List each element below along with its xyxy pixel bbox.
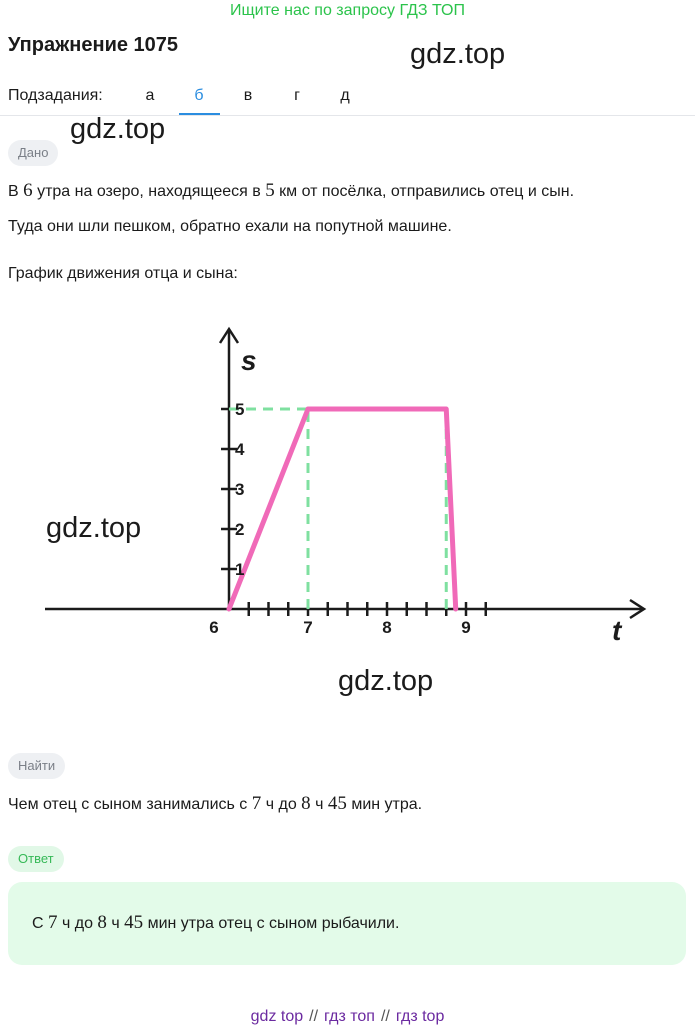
tab-g[interactable]: г (294, 87, 300, 104)
y-tick-label: 5 (235, 400, 245, 419)
data-point (306, 407, 310, 411)
footer-link[interactable]: gdz top (250, 1008, 304, 1025)
footer-link[interactable]: гдз top (395, 1008, 445, 1025)
given-line-1: В 6 утра на озеро, находящееся в 5 км от посёлка, отправились отец и сын. (8, 180, 575, 201)
answer-badge: Ответ (8, 846, 64, 872)
data-point (227, 607, 231, 611)
data-line (229, 409, 456, 609)
footer-separator: // (309, 1008, 319, 1025)
x-tick-label: 7 (303, 618, 313, 637)
given-line-3: График движения отца и сына: (8, 265, 238, 282)
find-badge: Найти (8, 753, 65, 779)
motion-graph (0, 300, 695, 720)
find-line: Чем отец с сыном занимались с 7 ч до 8 ч 45 мин утра. (8, 793, 423, 814)
answer-box (8, 882, 686, 965)
subtasks-label: Подзадания: (8, 87, 103, 104)
data-point (454, 607, 458, 611)
y-axis-label: s (241, 345, 257, 376)
y-tick-label: 2 (235, 520, 245, 539)
tab-a[interactable]: а (145, 87, 155, 104)
y-tick-label: 3 (235, 480, 245, 499)
watermark: gdz.top (338, 665, 434, 697)
footer-link[interactable]: гдз топ (324, 1008, 375, 1025)
answer-text: С 7 ч до 8 ч 45 мин утра отец с сыном рыбачили. (32, 912, 400, 933)
search-banner: Ищите нас по запросу ГДЗ ТОП (230, 2, 465, 19)
watermark: gdz.top (410, 38, 506, 70)
watermark: gdz.top (46, 512, 142, 544)
page-title: Упражнение 1075 (8, 34, 179, 56)
watermark: gdz.top (70, 113, 166, 145)
y-tick-label: 1 (235, 560, 245, 579)
tab-d[interactable]: д (340, 87, 350, 104)
x-tick-label: 9 (461, 618, 471, 637)
y-tick-label: 4 (235, 440, 245, 459)
given-line-2: Туда они шли пешком, обратно ехали на попутной машине. (8, 218, 452, 235)
x-tick-label: 8 (382, 618, 392, 637)
x-axis-label: t (612, 615, 622, 646)
tab-b[interactable]: б (194, 87, 204, 104)
footer-separator: // (380, 1008, 390, 1025)
footer-links (0, 1008, 695, 1026)
given-badge: Дано (8, 140, 58, 166)
tab-v[interactable]: в (243, 87, 253, 104)
data-point (444, 407, 448, 411)
x-tick-label: 6 (209, 618, 219, 637)
